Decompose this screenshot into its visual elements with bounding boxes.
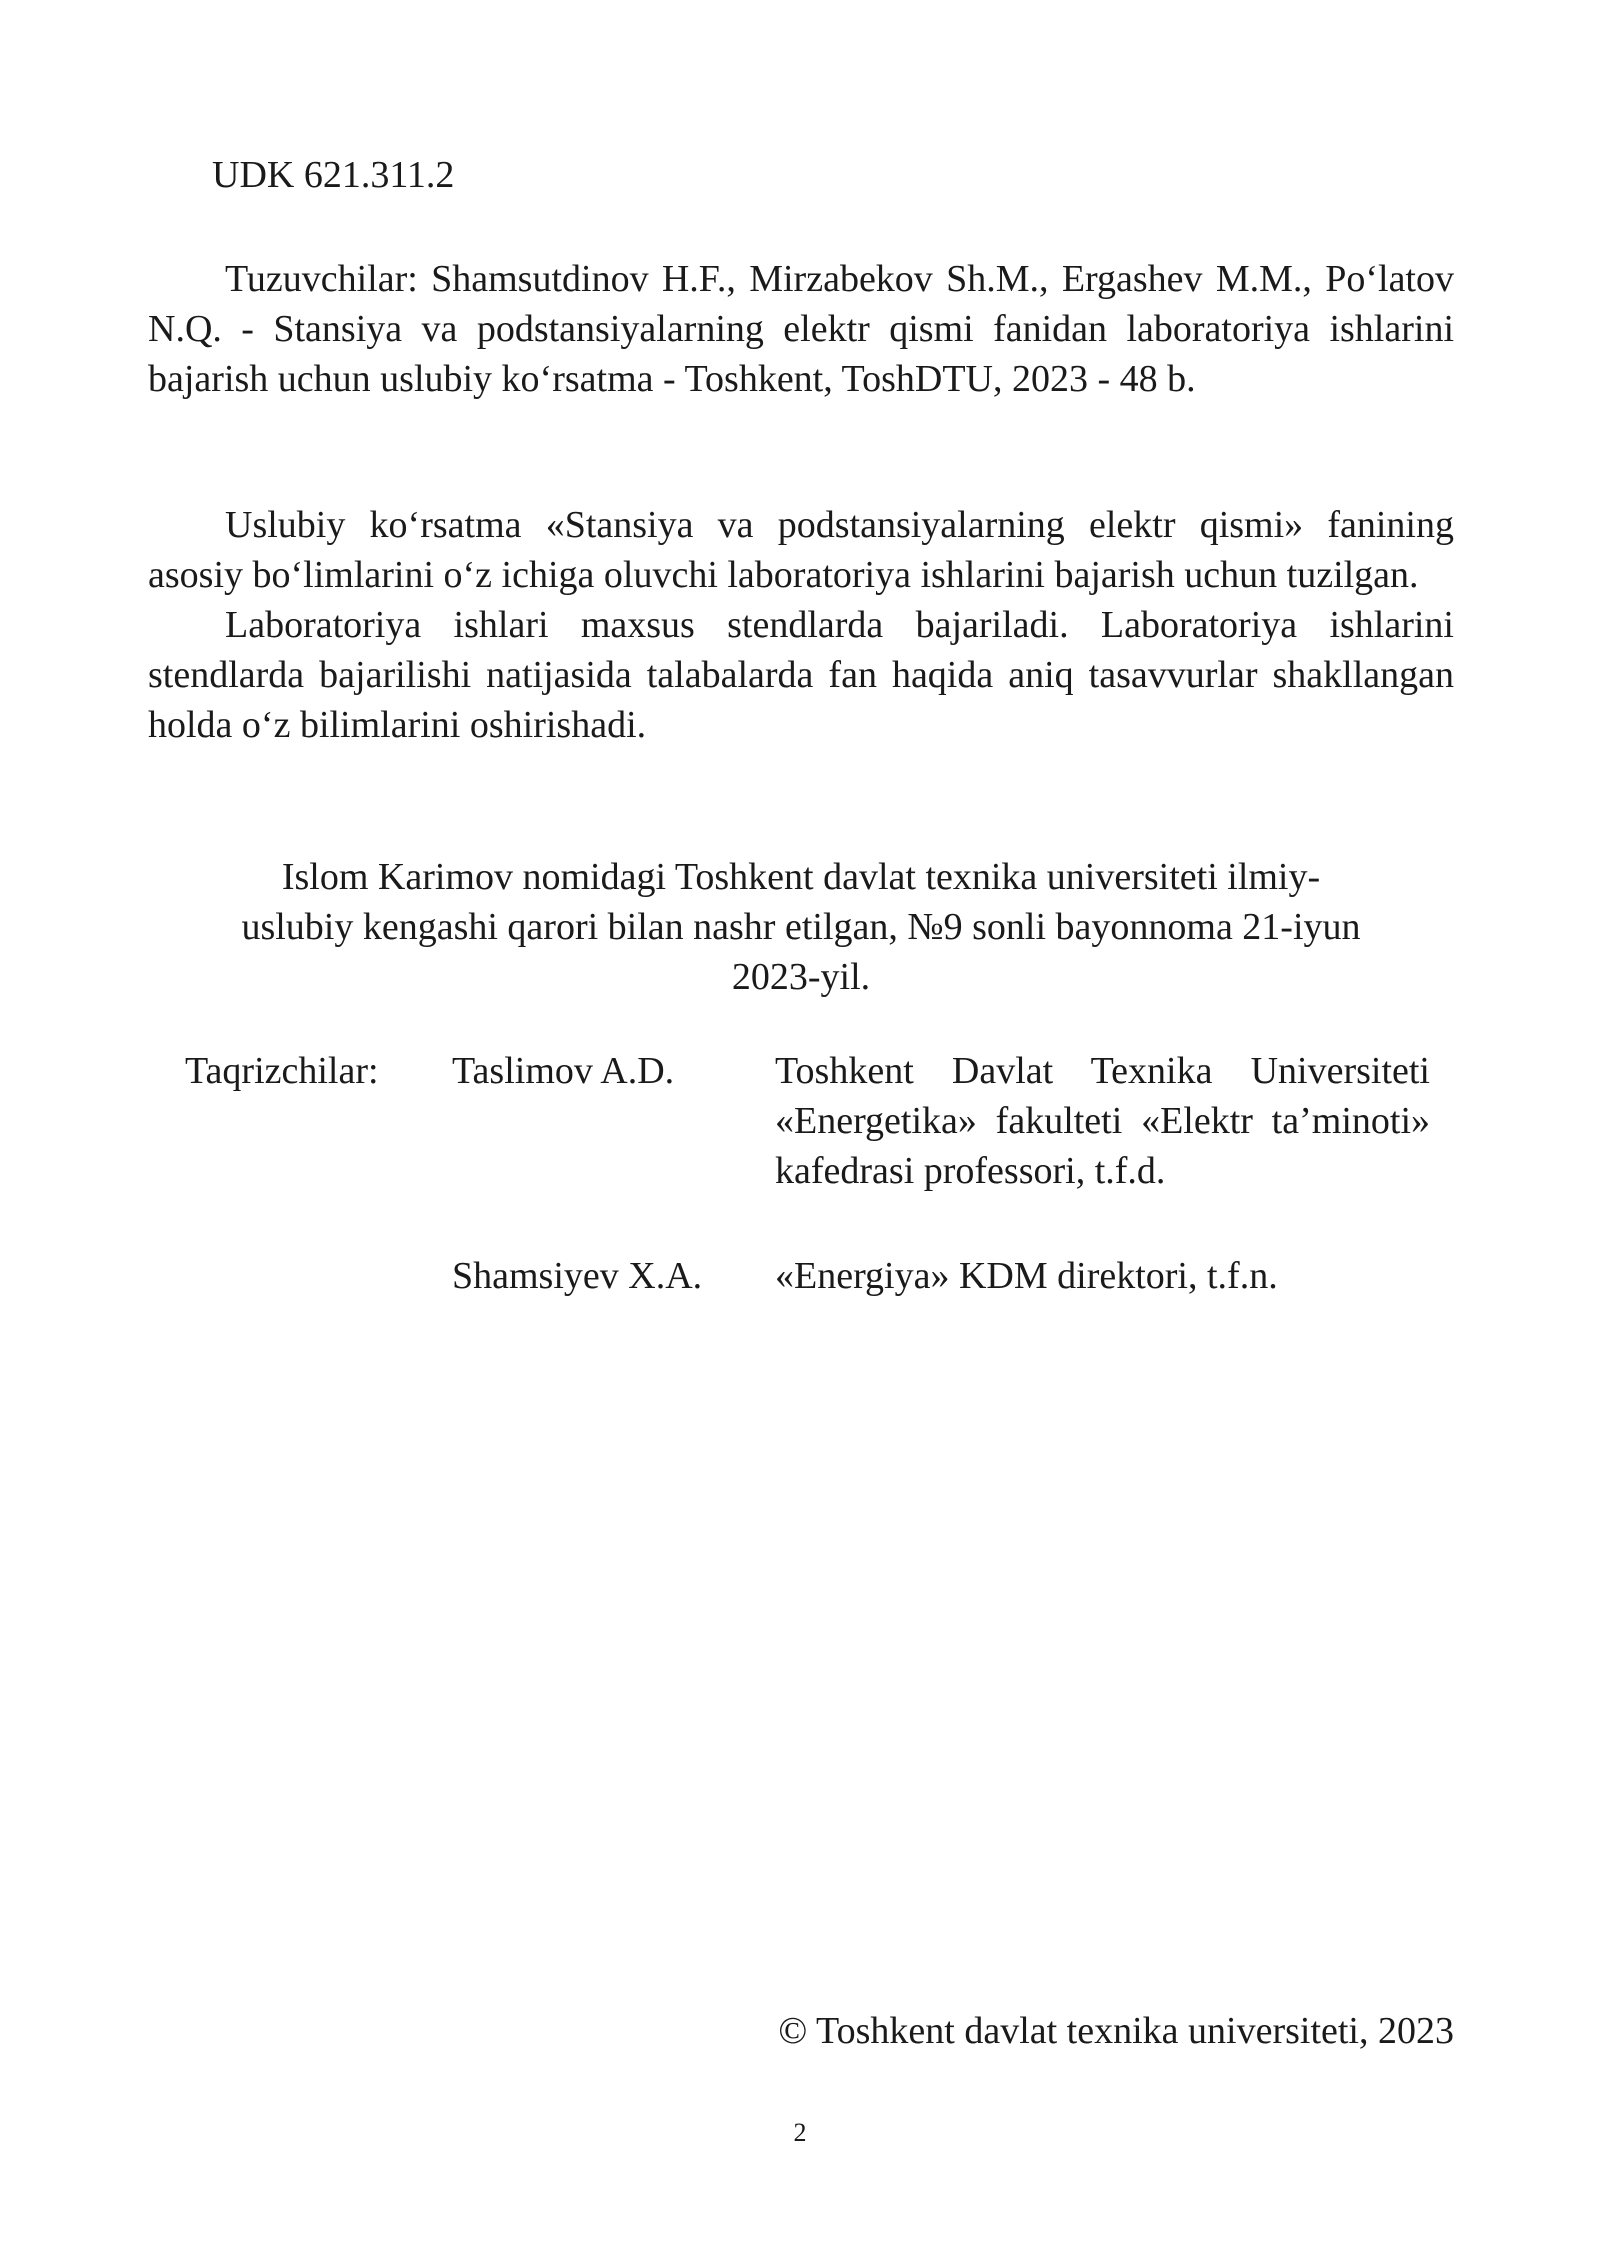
reviewer-description: «Energiya» KDM direktori, t.f.n. <box>775 1255 1278 1297</box>
udk-code: UDK 621.311.2 <box>212 154 455 196</box>
approval-line: Islom Karimov nomidagi Toshkent davlat texnika universiteti ilmiy- <box>281 856 1321 898</box>
annotation-paragraph: Laboratoriya ishlari maxsus stendlarda bajariladi. Laboratoriya ishlarini stendlarda bajarilishi natijasida talabalarda fan haqida aniq tasavvurlar shakllangan holda oʻz bilimlarini oshirishadi. <box>148 604 1454 746</box>
annotation-paragraph: Uslubiy koʻrsatma «Stansiya va podstansiyalarning elektr qismi» fanining asosiy boʻlimlarini oʻz ichiga oluvchi laboratoriya ishlarini bajarish uchun tuzilgan. <box>148 504 1454 596</box>
reviewer-row <box>185 1046 1435 1196</box>
copyright-notice: © Toshkent davlat texnika universiteti, 2023 <box>778 2010 1454 2052</box>
reviewers-section <box>185 1046 1435 1311</box>
compilers-paragraph: Tuzuvchilar: Shamsutdinov H.F., Mirzabekov Sh.M., Ergashev M.M., Poʻlatov N.Q. - Stansiya va podstansiyalarning elektr qismi fanidan laboratoriya ishlarini bajarish uchun uslubiy koʻrsatma - Toshkent, ToshDTU, 2023 - 48 b. <box>148 258 1454 400</box>
reviewer-name: Taslimov A.D. <box>452 1050 675 1092</box>
approval-line: 2023-yil. <box>731 956 871 998</box>
approval-statement <box>162 852 1440 1002</box>
reviewer-row <box>185 1251 1435 1311</box>
page-number: 2 <box>793 2118 807 2147</box>
reviewer-description: Toshkent Davlat Texnika Universiteti «Energetika» fakulteti «Elektr ta’minoti» kafedrasi professori, t.f.d. <box>775 1050 1430 1192</box>
annotation-section <box>148 500 1454 750</box>
reviewers-heading: Taqrizchilar: <box>185 1050 379 1092</box>
approval-line: uslubiy kengashi qarori bilan nashr etilgan, №9 sonli bayonnoma 21-iyun <box>241 906 1361 948</box>
reviewer-name: Shamsiyev X.A. <box>452 1255 703 1297</box>
